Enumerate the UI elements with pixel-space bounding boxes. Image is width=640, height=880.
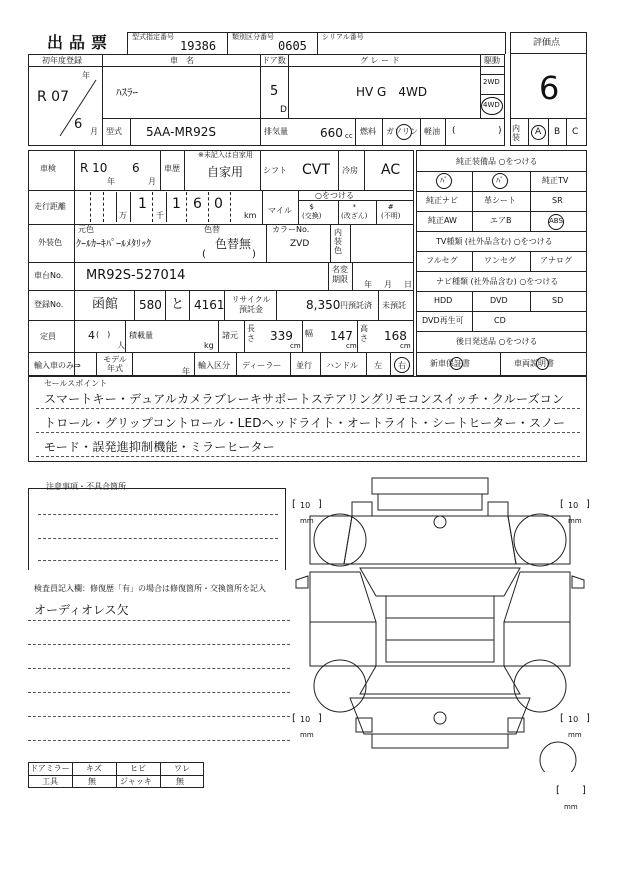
rear-right-wheel [514, 660, 566, 712]
load-label: 積載量 [129, 331, 153, 340]
equip-ps-circle [436, 173, 452, 189]
handle-label: ハンドル [326, 361, 358, 370]
left-headlight [352, 502, 372, 516]
spare-wheel [540, 742, 576, 772]
width-label: 幅 [305, 329, 313, 338]
class-no-label: 類別区分番号 [232, 33, 274, 41]
right-headlight [488, 502, 508, 516]
rear-window [360, 666, 520, 694]
reg-class: 580 [139, 298, 162, 312]
color-no: ZVD [290, 239, 310, 249]
tv-oneseg: ワンセグ [484, 256, 516, 265]
notes-box [28, 488, 286, 570]
nc-month: 月 [384, 280, 392, 289]
rear-left-wheel [314, 660, 366, 712]
reg-number: 4161 [194, 298, 225, 312]
paint-value: 色替無 [215, 237, 252, 251]
inspection-label: 車検 [40, 164, 56, 173]
ac-value: AC [381, 162, 401, 178]
rear-right-door [504, 622, 570, 666]
height-label: 高さ [360, 324, 368, 343]
tv-fullseg: フルセグ [426, 256, 458, 265]
dvd-playable: DVD再生可 [422, 316, 464, 325]
height-unit: cm [400, 342, 411, 350]
interior-a-circle [531, 125, 546, 140]
mile-label: マイル [268, 206, 292, 215]
diagonal-slash [58, 78, 98, 138]
handle-left: 左 [374, 361, 382, 370]
mark-exchange: $ (交換) [302, 203, 322, 220]
first-reg-value: R 07 [37, 89, 69, 105]
tire-fr-unit: mm [568, 517, 582, 525]
later-warranty-circle [450, 357, 463, 370]
mileage-digit-3: 6 [193, 196, 202, 212]
mark-unknown: # (不明) [381, 203, 401, 220]
front-grille [378, 494, 482, 510]
equip-tv: 純正TV [542, 176, 569, 185]
front-left-fender [310, 516, 352, 564]
month-suffix: 月 [90, 127, 98, 136]
model-year-unit: 年 [182, 367, 190, 376]
mileage-digit-1: 1 [138, 196, 147, 212]
interior-c: C [572, 127, 579, 137]
length-value: 339 [270, 329, 293, 343]
width-unit: cm [346, 342, 357, 350]
score-label: 評価点 [533, 38, 561, 48]
tailgate [350, 698, 530, 734]
inspector-label: 検査員記入欄：修復歴「有」の場合は修復箇所・交換箇所を記入 [34, 584, 266, 593]
history-value: 自家用 [207, 165, 244, 179]
hood-emblem [434, 516, 446, 528]
insp-year: 年 [107, 177, 115, 186]
mileage-man: 万 [119, 211, 127, 220]
insp-month: 6 [132, 161, 140, 175]
fuel-label: 燃料 [360, 127, 376, 136]
import-div-label: 輸入区分 [198, 361, 230, 370]
car-diagram [290, 472, 590, 772]
import-parallel: 並行 [296, 361, 312, 370]
history-note: ※未記入は自家用 [198, 151, 253, 159]
windshield [360, 568, 520, 596]
roof [386, 596, 494, 662]
front-right-fender [508, 516, 570, 564]
equip-abs: ABS [549, 217, 563, 225]
history-label: 車歴 [164, 164, 180, 173]
later-manual: 車両説明書 [514, 359, 554, 368]
nc-year: 年 [364, 280, 372, 289]
reg-kana: と [171, 297, 185, 312]
length-unit: cm [290, 342, 301, 350]
navi-hdd: HDD [434, 296, 453, 305]
orig-color-label: 元色 [78, 225, 94, 234]
hood [344, 516, 516, 564]
grade-value: HV G 4WD [356, 85, 428, 99]
model-type: 5AA-MR92S [146, 125, 217, 139]
tire-rr-unit: mm [568, 731, 582, 739]
sales-line-2: トロール・グリップコントロール・LEDヘッドライト・オートライト・シートヒーター・スノー [44, 416, 566, 430]
color-name: ｸｰﾙｶｰｷﾊﾟｰﾙﾒﾀﾘｯｸ [76, 239, 151, 250]
drive-label: 駆動 [484, 56, 500, 65]
equip-aw: 純正AW [428, 216, 457, 225]
mark-altered: * (改ざん) [341, 203, 368, 220]
handle-right: 右 [398, 361, 406, 370]
sales-line-1: スマートキー・デュアルカメラブレーキサポートステアリングリモコンスイッチ・クルーズコン [44, 392, 565, 406]
recycle-label: リサイクル預託金 [231, 295, 271, 314]
reg-label: 登録No. [34, 300, 64, 309]
capacity-label: 定員 [40, 332, 56, 341]
later-manual-circle [536, 357, 549, 370]
drive-2wd: 2WD [483, 78, 500, 86]
equip-title: 純正装備品 ○をつける [456, 157, 538, 166]
navi-dvd: DVD [490, 296, 508, 305]
interior-b: B [554, 127, 561, 137]
ext-color-label: 外装色 [38, 238, 62, 247]
tbl-tool: 工具 [42, 777, 58, 786]
class-no: 0605 [278, 39, 307, 53]
chassis-value: MR92S-527014 [86, 268, 186, 283]
vehicle-name: ﾊｽﾗｰ [116, 86, 138, 99]
navi-sd: SD [552, 296, 564, 305]
inspection-value: R 10 [80, 161, 108, 175]
equip-leather: 革シート [484, 196, 516, 205]
handle-right-circle [394, 357, 410, 373]
tbl-h-break: ワレ [174, 764, 190, 773]
tire-fl-unit: mm [300, 517, 314, 525]
import-dealer: ディーラー [242, 361, 282, 370]
load-unit: kg [204, 341, 214, 350]
ac-label: 冷房 [342, 166, 358, 175]
door-label: ドア数 [262, 56, 286, 65]
notes-label: 注意事項・不具合箇所 [46, 482, 126, 491]
form-no-label: 型式指定番号 [132, 33, 174, 41]
capacity-unit: 人 [117, 341, 125, 350]
paint-label: 色替 [204, 225, 220, 234]
cd: CD [494, 316, 506, 325]
later-title: 後日発送品 ○をつける [456, 337, 538, 346]
mileage-label: 走行距離 [34, 202, 66, 211]
fuel-diesel: 軽油 [424, 127, 440, 136]
left-mirror [296, 576, 308, 588]
vehicle-name-label: 車 名 [170, 56, 194, 65]
inner-color-label: 内装色 [334, 228, 342, 255]
tire-spare-unit: mm [564, 803, 578, 811]
later-warranty: 新車保証書 [430, 359, 470, 368]
navi-title: ナビ種類 (社外品含む) ○をつける [436, 277, 559, 286]
tbl-h-scratch: キズ [86, 764, 102, 773]
recycle-unit: 円預託済 [340, 301, 372, 310]
length-label: 長さ [247, 324, 255, 343]
tire-rr-value: 10 [568, 715, 579, 724]
first-reg-label: 初年度登録 [42, 56, 82, 65]
interior-a: A [535, 127, 542, 137]
tbl-jack: ジャッキ [120, 777, 152, 786]
tbl-jack-value: 無 [176, 777, 184, 786]
shift-value: CVT [302, 162, 330, 178]
width-value: 147 [330, 329, 353, 343]
model-type-label: 型式 [106, 127, 122, 136]
drive-4wd: 4WD [483, 101, 500, 109]
fuel-gasoline-circle [396, 124, 412, 140]
rear-emblem [434, 712, 446, 724]
displacement: 660 [320, 126, 343, 140]
interior-label: 内装 [512, 124, 520, 142]
form-no: 19386 [180, 39, 217, 53]
sales-point-label: セールスポイント [44, 379, 108, 388]
chassis-label: 車台No. [34, 271, 64, 280]
drive-4wd-circle [481, 97, 503, 115]
height-value: 168 [384, 329, 407, 343]
import-label: 輸入車のみ⇒ [34, 361, 81, 370]
tire-fl-value: 10 [300, 501, 311, 510]
tbl-h-mirror: ドアミラー [30, 764, 70, 773]
equip-abs-circle [548, 214, 564, 230]
equip-airbag: エアB [490, 216, 512, 225]
serial-label: シリアル番号 [322, 33, 364, 41]
inspector-note: オーディオレス欠 [34, 603, 129, 617]
front-left-wheel [314, 514, 366, 566]
score-value: 6 [539, 69, 560, 107]
front-bumper [372, 478, 488, 494]
shift-label: シフト [263, 166, 287, 175]
mileage-sen: 千 [156, 211, 164, 220]
year-suffix: 年 [82, 71, 90, 80]
name-change-label: 名変期限 [332, 265, 348, 284]
front-right-wheel [514, 514, 566, 566]
recycle-unpaid: 未預託 [382, 301, 406, 310]
mileage-digit-2: 1 [172, 196, 181, 212]
equip-ps: ﾊﾟ [440, 176, 448, 185]
mileage-km: km [244, 211, 257, 220]
tire-fr-value: 10 [568, 501, 579, 510]
rear-bumper [372, 734, 508, 748]
tv-analog: アナログ [540, 256, 572, 265]
equip-sr: SR [552, 196, 563, 205]
dims-label: 諸元 [222, 331, 238, 340]
tire-rl-value: 10 [300, 715, 311, 724]
equip-pw: ﾊﾟ [496, 176, 504, 185]
door-type: D [280, 105, 287, 115]
reg-area: 函館 [92, 297, 119, 312]
tire-rl-unit: mm [300, 731, 314, 739]
equip-navi: 純正ナビ [426, 196, 458, 205]
capacity-value: 4 [88, 329, 95, 342]
mark-note: ○をつける [315, 191, 354, 200]
tv-title: TV種類 (社外品含む) ○をつける [436, 237, 553, 246]
recycle-value: 8,350 [306, 298, 341, 312]
tbl-h-crack: ヒビ [130, 764, 146, 773]
grade-label: グ レ ー ド [360, 56, 400, 65]
cc-unit: cc [345, 132, 353, 140]
model-year-label: モデル年式 [103, 355, 127, 373]
equip-pw-circle [492, 173, 508, 189]
color-no-label: カラーNo. [272, 225, 310, 234]
displacement-label: 排気量 [264, 127, 288, 136]
sheet-title: 出品票 [47, 33, 114, 52]
first-reg-month: 6 [74, 117, 83, 132]
nc-day: 日 [404, 280, 412, 289]
right-mirror [572, 576, 584, 588]
insp-month-suffix: 月 [148, 177, 156, 186]
mileage-digit-4: 0 [214, 196, 223, 212]
sales-line-3: モード・誤発進抑制機能・ミラーヒーター [44, 440, 275, 454]
fuel-gasoline: ガソリン [386, 127, 418, 136]
door-count: 5 [270, 84, 279, 99]
rear-left-door [310, 622, 376, 666]
tbl-tool-value: 無 [88, 777, 96, 786]
